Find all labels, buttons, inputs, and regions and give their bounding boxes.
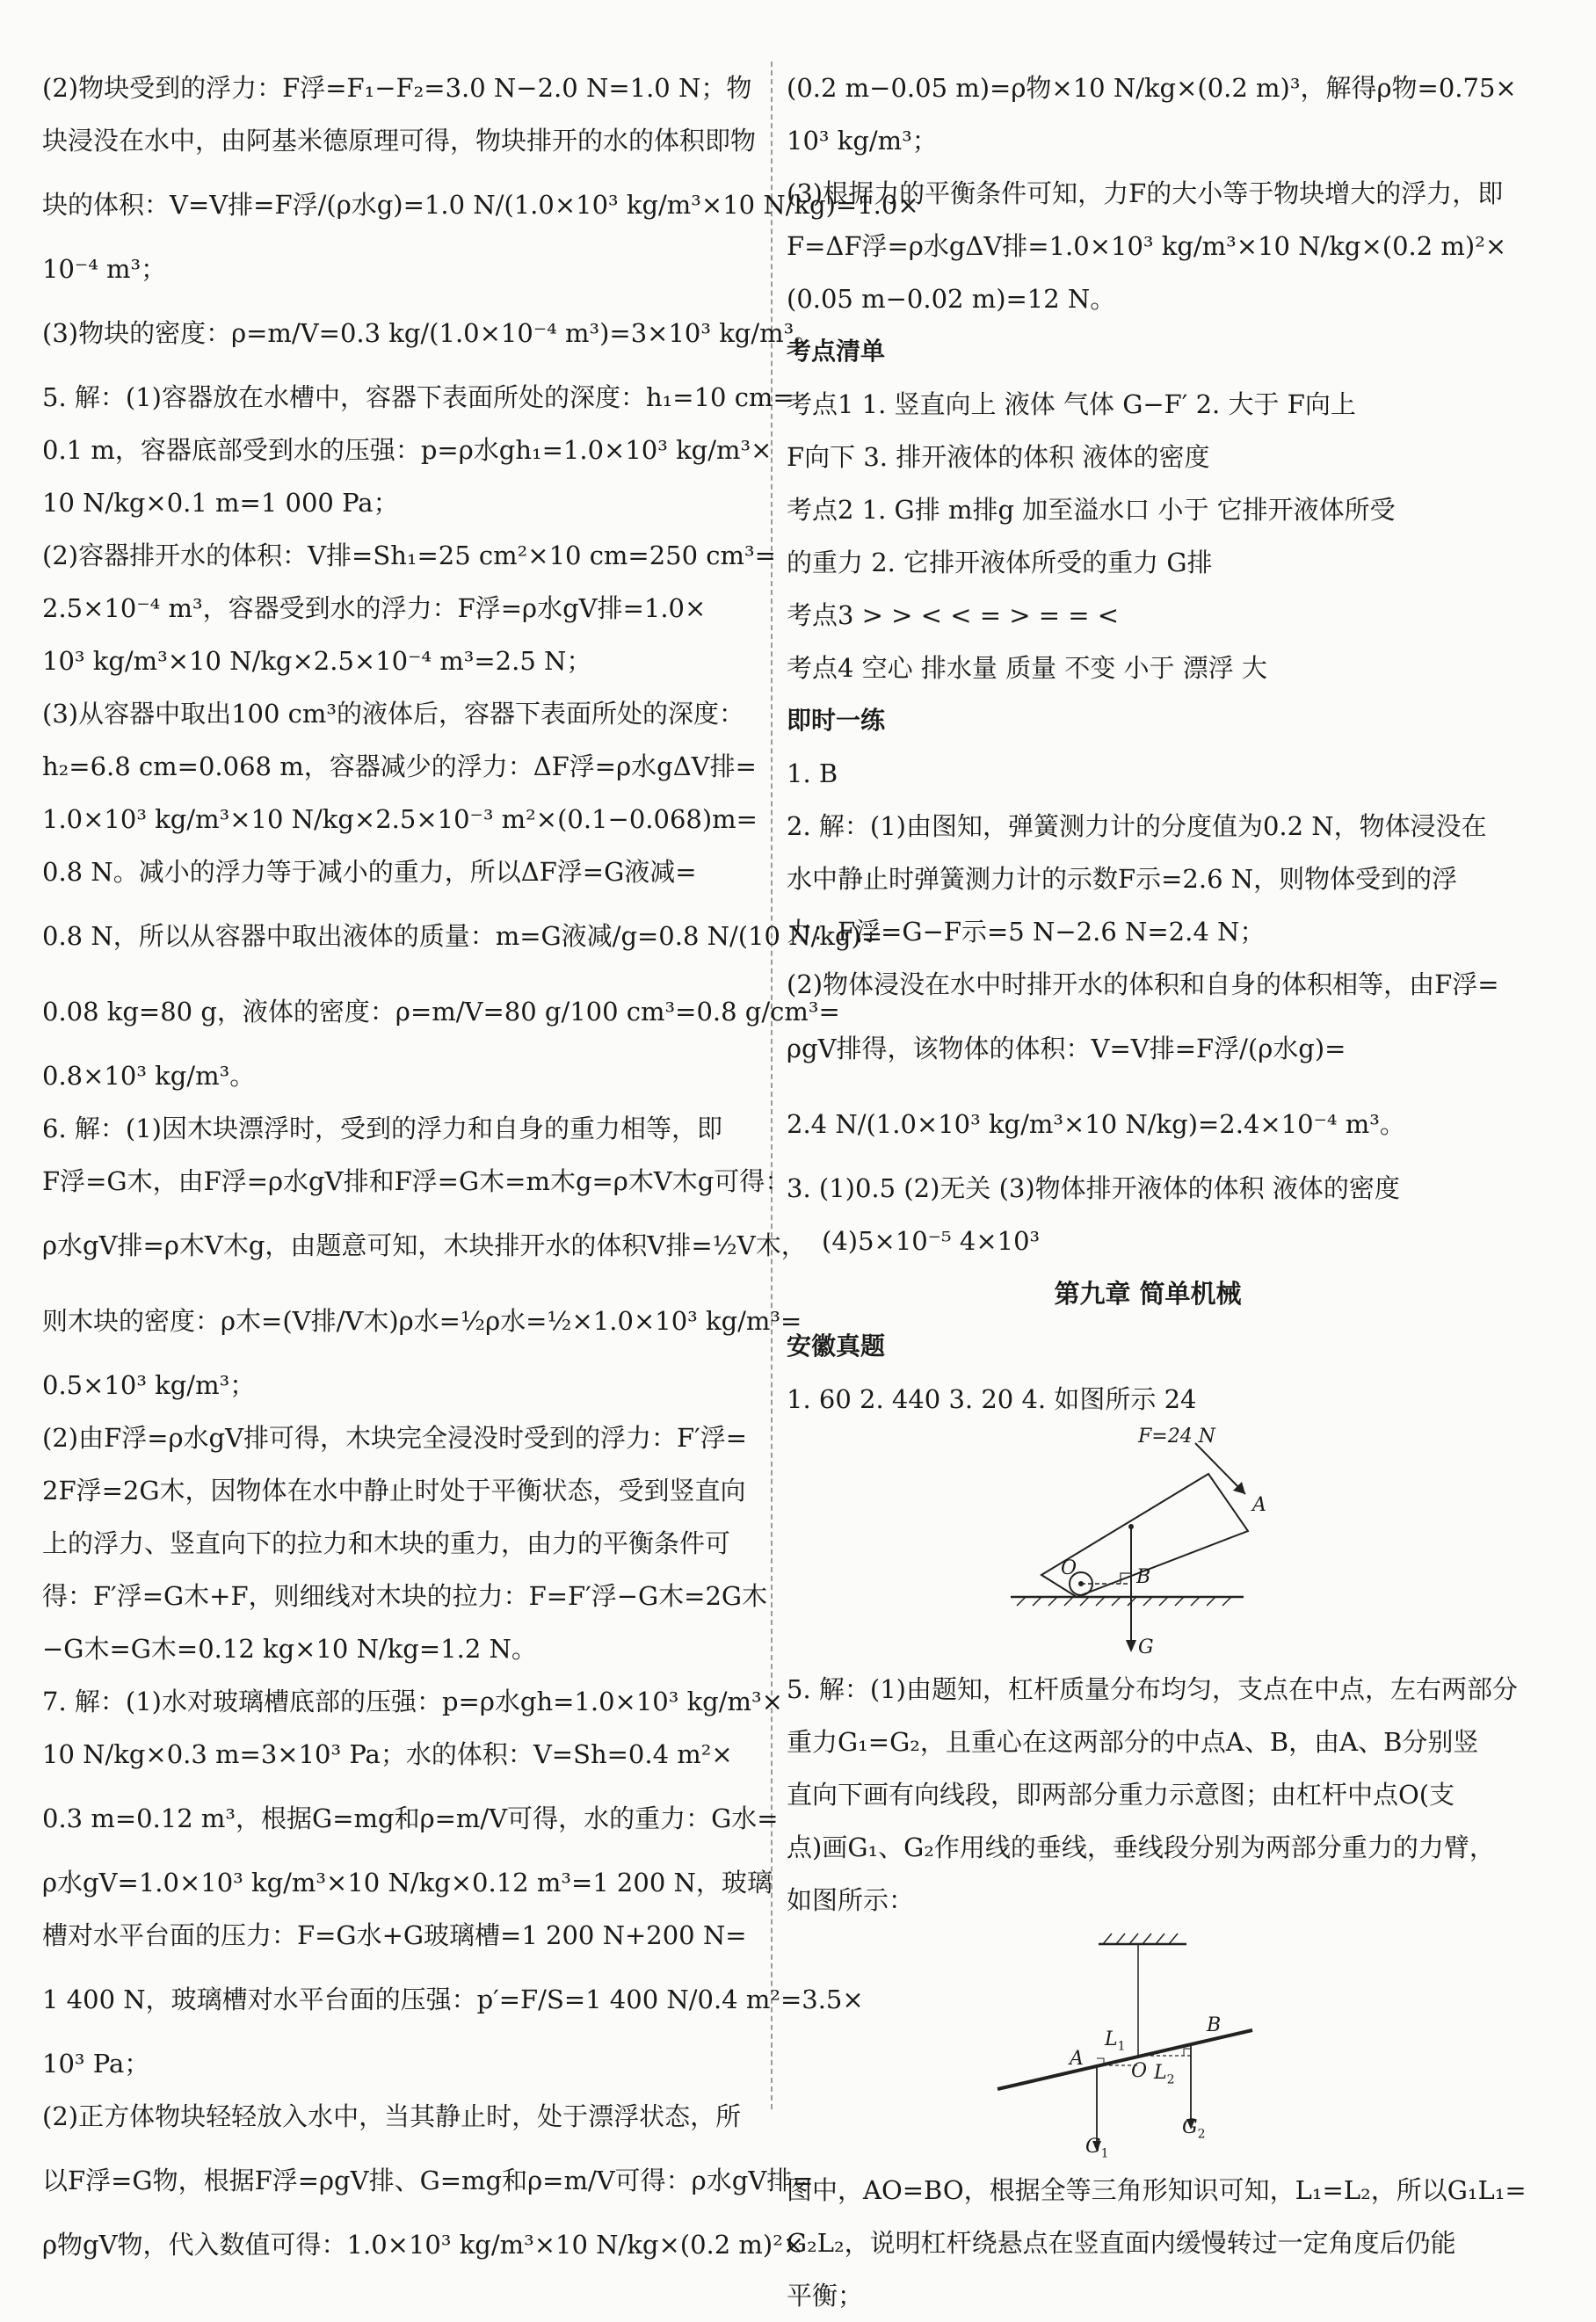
text-line: 2.5×10⁻⁴ m³，容器受到水的浮力：F浮=ρ水gV排=1.0× bbox=[42, 593, 707, 623]
text-line: 考点4 空心 排水量 质量 不变 小于 漂浮 大 bbox=[787, 653, 1267, 683]
figure-lever-force bbox=[787, 1426, 1509, 1663]
column-divider bbox=[771, 62, 773, 2109]
point-a-label: A bbox=[1070, 2048, 1084, 2070]
text-line: 2F浮=2G木，因物体在水中静止时处于平衡状态，受到竖直向 bbox=[42, 1476, 746, 1506]
text-line: 0.1 m，容器底部受到水的压强：p=ρ水gh₁=1.0×10³ kg/m³× bbox=[42, 435, 773, 465]
gravity-label: G bbox=[1138, 1636, 1154, 1658]
chapter-title: 第九章 简单机械 bbox=[1054, 1279, 1242, 1309]
g1-label: $G_1$ bbox=[1085, 2136, 1109, 2161]
text-line: ρgV排得，该物体的体积：V=V排=F浮/(ρ水g)= bbox=[787, 1034, 1346, 1063]
text-line: 10 N/kg×0.3 m=3×10³ Pa；水的体积：V=Sh=0.4 m²× bbox=[42, 1739, 733, 1769]
text-line: ρ水gV=1.0×10³ kg/m³×10 N/kg×0.12 m³=1 200 N，玻璃 bbox=[42, 1868, 773, 1898]
text-line: 6. 解：(1)因木块漂浮时，受到的浮力和自身的重力相等，即 bbox=[42, 1114, 722, 1143]
figure-hanging-lever bbox=[787, 1927, 1509, 2164]
lever-force-diagram bbox=[787, 1426, 1509, 1663]
text-line: 7. 解：(1)水对玻璃槽底部的压强：p=ρ水gh=1.0×10³ kg/m³× bbox=[42, 1687, 783, 1716]
text-line: 以F浮=G物，根据F浮=ρgV排、G=mg和ρ=m/V可得：ρ水gV排= bbox=[42, 2166, 814, 2195]
arm-l2-label: $L_2$ bbox=[1154, 2062, 1175, 2087]
point-a-label: A bbox=[1252, 1494, 1266, 1516]
text-line: 0.08 kg=80 g，液体的密度：ρ=m/V=80 g/100 cm³=0.8 g/cm³= bbox=[42, 997, 840, 1027]
text-line: 水中静止时弹簧测力计的示数F示=2.6 N，则物体受到的浮 bbox=[787, 864, 1458, 894]
text-line: 图中，AO=BO，根据全等三角形知识可知，L₁=L₂，所以G₁L₁= bbox=[787, 2175, 1527, 2205]
text-line: (4)5×10⁻⁵ 4×10³ bbox=[822, 1226, 1041, 1256]
text-line: (2)物块受到的浮力：F浮=F₁−F₂=3.0 N−2.0 N=1.0 N；物 bbox=[42, 73, 752, 103]
text-line: 槽对水平台面的压力：F=G水+G玻璃槽=1 200 N+200 N= bbox=[42, 1920, 747, 1950]
text-line: 10³ kg/m³； bbox=[787, 126, 938, 156]
section-title-kaodian: 考点清单 bbox=[787, 337, 886, 366]
text-line: 10⁻⁴ m³； bbox=[42, 254, 167, 284]
text-line: 2.4 N/(1.0×10³ kg/m³×10 N/kg)=2.4×10⁻⁴ m³。 bbox=[787, 1109, 1405, 1139]
text-line: ρ水gV排=ρ木V木g，由题意可知，木块排开水的体积V排=½V木， bbox=[42, 1230, 807, 1260]
text-line: 0.3 m=0.12 m³，根据G=mg和ρ=m/V可得，水的重力：G水= bbox=[42, 1803, 779, 1833]
text-line: 1. B bbox=[787, 758, 838, 788]
right-column bbox=[787, 62, 1527, 2322]
section-title-anhui: 安徽真题 bbox=[787, 1332, 886, 1361]
arm-l1-label: $L_1$ bbox=[1105, 2028, 1126, 2054]
text-line: 块的体积：V=V排=F浮/(ρ水g)=1.0 N/(1.0×10³ kg/m³×10 N/kg)=1.0× bbox=[42, 190, 919, 220]
text-line: 得：F′浮=G木+F，则细线对木块的拉力：F=F′浮−G木=2G木 bbox=[42, 1581, 768, 1611]
text-line: (3)物块的密度：ρ=m/V=0.3 kg/(1.0×10⁻⁴ m³)=3×10³ kg/m³。 bbox=[42, 318, 820, 348]
text-line: (0.05 m−0.02 m)=12 N。 bbox=[787, 284, 1116, 314]
text-line: F向下 3. 排开液体的体积 液体的密度 bbox=[787, 442, 1210, 472]
text-line: (2)正方体物块轻轻放入水中，当其静止时，处于漂浮状态，所 bbox=[42, 2101, 742, 2131]
point-b-label: B bbox=[1136, 1566, 1151, 1588]
text-line: G₂L₂，说明杠杆绕悬点在竖直面内缓慢转过一定角度后仍能 bbox=[787, 2228, 1456, 2258]
text-line: 则木块的密度：ρ木=(V排/V木)ρ水=½ρ水=½×1.0×10³ kg/m³= bbox=[42, 1306, 802, 1336]
text-line: 考点1 1. 竖直向上 液体 气体 G−F′ 2. 大于 F向上 bbox=[787, 389, 1356, 419]
text-line: ρ物gV物，代入数值可得：1.0×10³ kg/m³×10 N/kg×(0.2 m)²× bbox=[42, 2230, 805, 2260]
text-line: 重力G₁=G₂，且重心在这两部分的中点A、B，由A、B分别竖 bbox=[787, 1727, 1479, 1757]
point-o-label: O bbox=[1131, 2060, 1148, 2082]
text-line: 点)画G₁、G₂作用线的垂线，垂线段分别为两部分重力的力臂， bbox=[787, 1832, 1495, 1862]
text-line: 0.8×10³ kg/m³。 bbox=[42, 1061, 256, 1091]
text-line: 2. 解：(1)由图知，弹簧测力计的分度值为0.2 N，物体浸没在 bbox=[787, 811, 1487, 841]
text-line: 0.5×10³ kg/m³； bbox=[42, 1370, 256, 1400]
force-label: F=24 N bbox=[1138, 1426, 1215, 1448]
text-line: 3. (1)0.5 (2)无关 (3)物体排开液体的体积 液体的密度 bbox=[787, 1173, 1400, 1203]
text-line: 1.0×10³ kg/m³×10 N/kg×2.5×10⁻³ m²×(0.1−0.068)m= bbox=[42, 804, 758, 834]
text-line: 的重力 2. 它排开液体所受的重力 G排 bbox=[787, 548, 1213, 577]
text-line: 5. 解：(1)由题知，杠杆质量分布均匀，支点在中点，左右两部分 bbox=[787, 1674, 1518, 1704]
hanging-lever-diagram bbox=[787, 1927, 1509, 2164]
text-line: (3)根据力的平衡条件可知，力F的大小等于物块增大的浮力，即 bbox=[787, 178, 1504, 208]
text-line: 块浸没在水中，由阿基米德原理可得，物块排开的水的体积即物 bbox=[42, 126, 757, 156]
text-line: 10 N/kg×0.1 m=1 000 Pa； bbox=[42, 488, 399, 518]
text-line: h₂=6.8 cm=0.068 m，容器减少的浮力：ΔF浮=ρ水gΔV排= bbox=[42, 751, 757, 781]
text-line: 10³ kg/m³×10 N/kg×2.5×10⁻⁴ m³=2.5 N； bbox=[42, 646, 592, 676]
text-line: −G木=G木=0.12 kg×10 N/kg=1.2 N。 bbox=[42, 1634, 537, 1664]
text-line: 1 400 N，玻璃槽对水平台面的压强：p′=F/S=1 400 N/0.4 m²=3.5× bbox=[42, 1985, 864, 2014]
text-line: 1. 60 2. 440 3. 20 4. 如图所示 24 bbox=[787, 1384, 1197, 1414]
text-line: (2)由F浮=ρ水gV排可得，木块完全浸没时受到的浮力：F′浮= bbox=[42, 1423, 748, 1453]
text-line: 10³ Pa； bbox=[42, 2049, 150, 2079]
text-line: 考点2 1. G排 m排g 加至溢水口 小于 它排开液体所受 bbox=[787, 495, 1396, 525]
point-o-label: O bbox=[1061, 1557, 1077, 1579]
text-line: F=ΔF浮=ρ水gΔV排=1.0×10³ kg/m³×10 N/kg×(0.2 m)²× bbox=[787, 231, 1507, 261]
text-line: (2)容器排开水的体积：V排=Sh₁=25 cm²×10 cm=250 cm³= bbox=[42, 541, 776, 570]
text-line: 如图所示： bbox=[787, 1885, 915, 1915]
text-line: 考点3 > > < < = > = = < bbox=[787, 600, 1120, 630]
section-title-jishi: 即时一练 bbox=[787, 706, 886, 735]
text-line: 0.8 N，所以从容器中取出液体的质量：m=G液减/g=0.8 N/(10 N/kg)= bbox=[42, 921, 883, 951]
text-line: (3)从容器中取出100 cm³的液体后，容器下表面所处的深度： bbox=[42, 699, 745, 729]
text-line: (0.2 m−0.05 m)=ρ物×10 N/kg×(0.2 m)³，解得ρ物=0.75× bbox=[787, 73, 1517, 103]
text-line: 平衡； bbox=[787, 2281, 864, 2311]
text-line: 5. 解：(1)容器放在水槽中，容器下表面所处的深度：h₁=10 cm= bbox=[42, 382, 794, 412]
g2-label: $G_2$ bbox=[1182, 2116, 1206, 2142]
text-line: 上的浮力、竖直向下的拉力和木块的重力，由力的平衡条件可 bbox=[42, 1528, 731, 1558]
text-line: 0.8 N。减小的浮力等于减小的重力，所以ΔF浮=G液减= bbox=[42, 857, 697, 887]
text-line: F浮=G木，由F浮=ρ水gV排和F浮=G木=m木g=ρ木V木g可得： bbox=[42, 1166, 791, 1196]
text-line: 直向下画有向线段，即两部分重力示意图；由杠杆中点O(支 bbox=[787, 1780, 1455, 1810]
point-b-label: B bbox=[1207, 2014, 1222, 2036]
text-line: 力：F浮=G−F示=5 N−2.6 N=2.4 N； bbox=[787, 917, 1266, 947]
text-line: (2)物体浸没在水中时排开水的体积和自身的体积相等，由F浮= bbox=[787, 969, 1499, 999]
